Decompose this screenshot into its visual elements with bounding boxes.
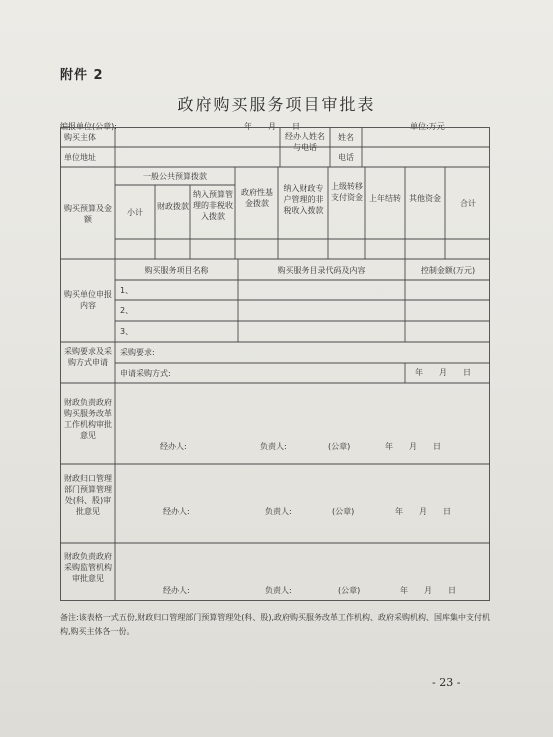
address-label: 单位地址 xyxy=(64,153,96,162)
approval-3-person-in-charge: 负责人: xyxy=(265,586,292,595)
budget-row-label: 购买预算及金额 xyxy=(64,204,112,224)
header-date: 年 月 日 xyxy=(244,122,300,131)
approval-3-date: 年 月 日 xyxy=(400,586,456,595)
approval-1-seal: (公章) xyxy=(328,442,351,451)
fiscal-allocation-header: 财政拨款 xyxy=(157,202,189,211)
approval-2-handler: 经办人: xyxy=(163,507,190,516)
approval-2-label: 财政归口管理部门预算管理处(科、股)审批意见 xyxy=(64,474,112,516)
approval-1-handler: 经办人: xyxy=(160,442,187,451)
other-funds-header: 其他资金 xyxy=(409,194,441,203)
catalog-code-header: 购买服务目录代码及内容 xyxy=(277,266,366,275)
footnote: 备注:该表格一式五份,财政归口管理部门预算管理处(科、股),政府购买服务改革工作机构、政府采购机构、国库集中支付机构,购买主体各一份。 xyxy=(60,613,491,636)
approval-2-seal: (公章) xyxy=(332,507,355,516)
gov-fund-header: 政府性基金拨款 xyxy=(241,188,273,208)
procurement-date: 年 月 日 xyxy=(415,368,471,377)
non-tax-revenue-header: 纳入预算管理的非税收入拨款 xyxy=(193,190,233,221)
transferred-funds-header: 上级转移支付资金 xyxy=(331,182,363,202)
general-budget-header: 一般公共预算拨款 xyxy=(143,172,207,181)
purchaser-label: 购买主体 xyxy=(64,133,96,142)
declaration-item-3: 3、 xyxy=(120,327,134,336)
approval-3-handler: 经办人: xyxy=(163,586,190,595)
attachment-label: 附件 2 xyxy=(60,68,104,83)
carryover-header: 上年结转 xyxy=(369,194,401,203)
declaration-row-label: 购买单位申报内容 xyxy=(64,290,112,310)
page-number: - 23 - xyxy=(432,676,461,689)
total-header: 合计 xyxy=(460,199,476,208)
phone-label: 电话 xyxy=(338,153,354,162)
approval-3-label: 财政负责政府采购监管机构审批意见 xyxy=(64,552,112,583)
declaration-item-1: 1、 xyxy=(120,286,134,295)
control-amount-header: 控制金额(万元) xyxy=(420,266,476,275)
form-title: 政府购买服务项目审批表 xyxy=(177,95,376,114)
approval-1-date: 年 月 日 xyxy=(385,442,441,451)
subtotal-header: 小计 xyxy=(127,208,143,217)
filing-unit-label: 编报单位(公章): xyxy=(60,122,117,131)
approval-2-person-in-charge: 负责人: xyxy=(265,507,292,516)
approval-1-person-in-charge: 负责人: xyxy=(260,442,287,451)
approval-3-seal: (公章) xyxy=(338,586,361,595)
approval-2-date: 年 月 日 xyxy=(395,507,451,516)
name-label: 姓名 xyxy=(338,133,354,142)
approval-1-label: 财政负责政府购买服务改革工作机构审批意见 xyxy=(64,398,112,440)
procurement-requirements-label: 采购要求: xyxy=(120,348,155,357)
procurement-method-label: 申请采购方式: xyxy=(120,369,171,378)
handler-name-phone-label: 经办人姓名与电话 xyxy=(285,132,325,152)
project-name-header: 购买服务项目名称 xyxy=(144,266,209,275)
declaration-item-2: 2、 xyxy=(120,306,134,315)
procurement-row-label: 采购要求及采购方式申请 xyxy=(64,347,112,367)
unit-label: 单位:万元 xyxy=(410,122,445,131)
special-account-header: 纳入财政专户管理的非税收入拨款 xyxy=(283,184,324,215)
approval-form-table xyxy=(60,127,490,601)
